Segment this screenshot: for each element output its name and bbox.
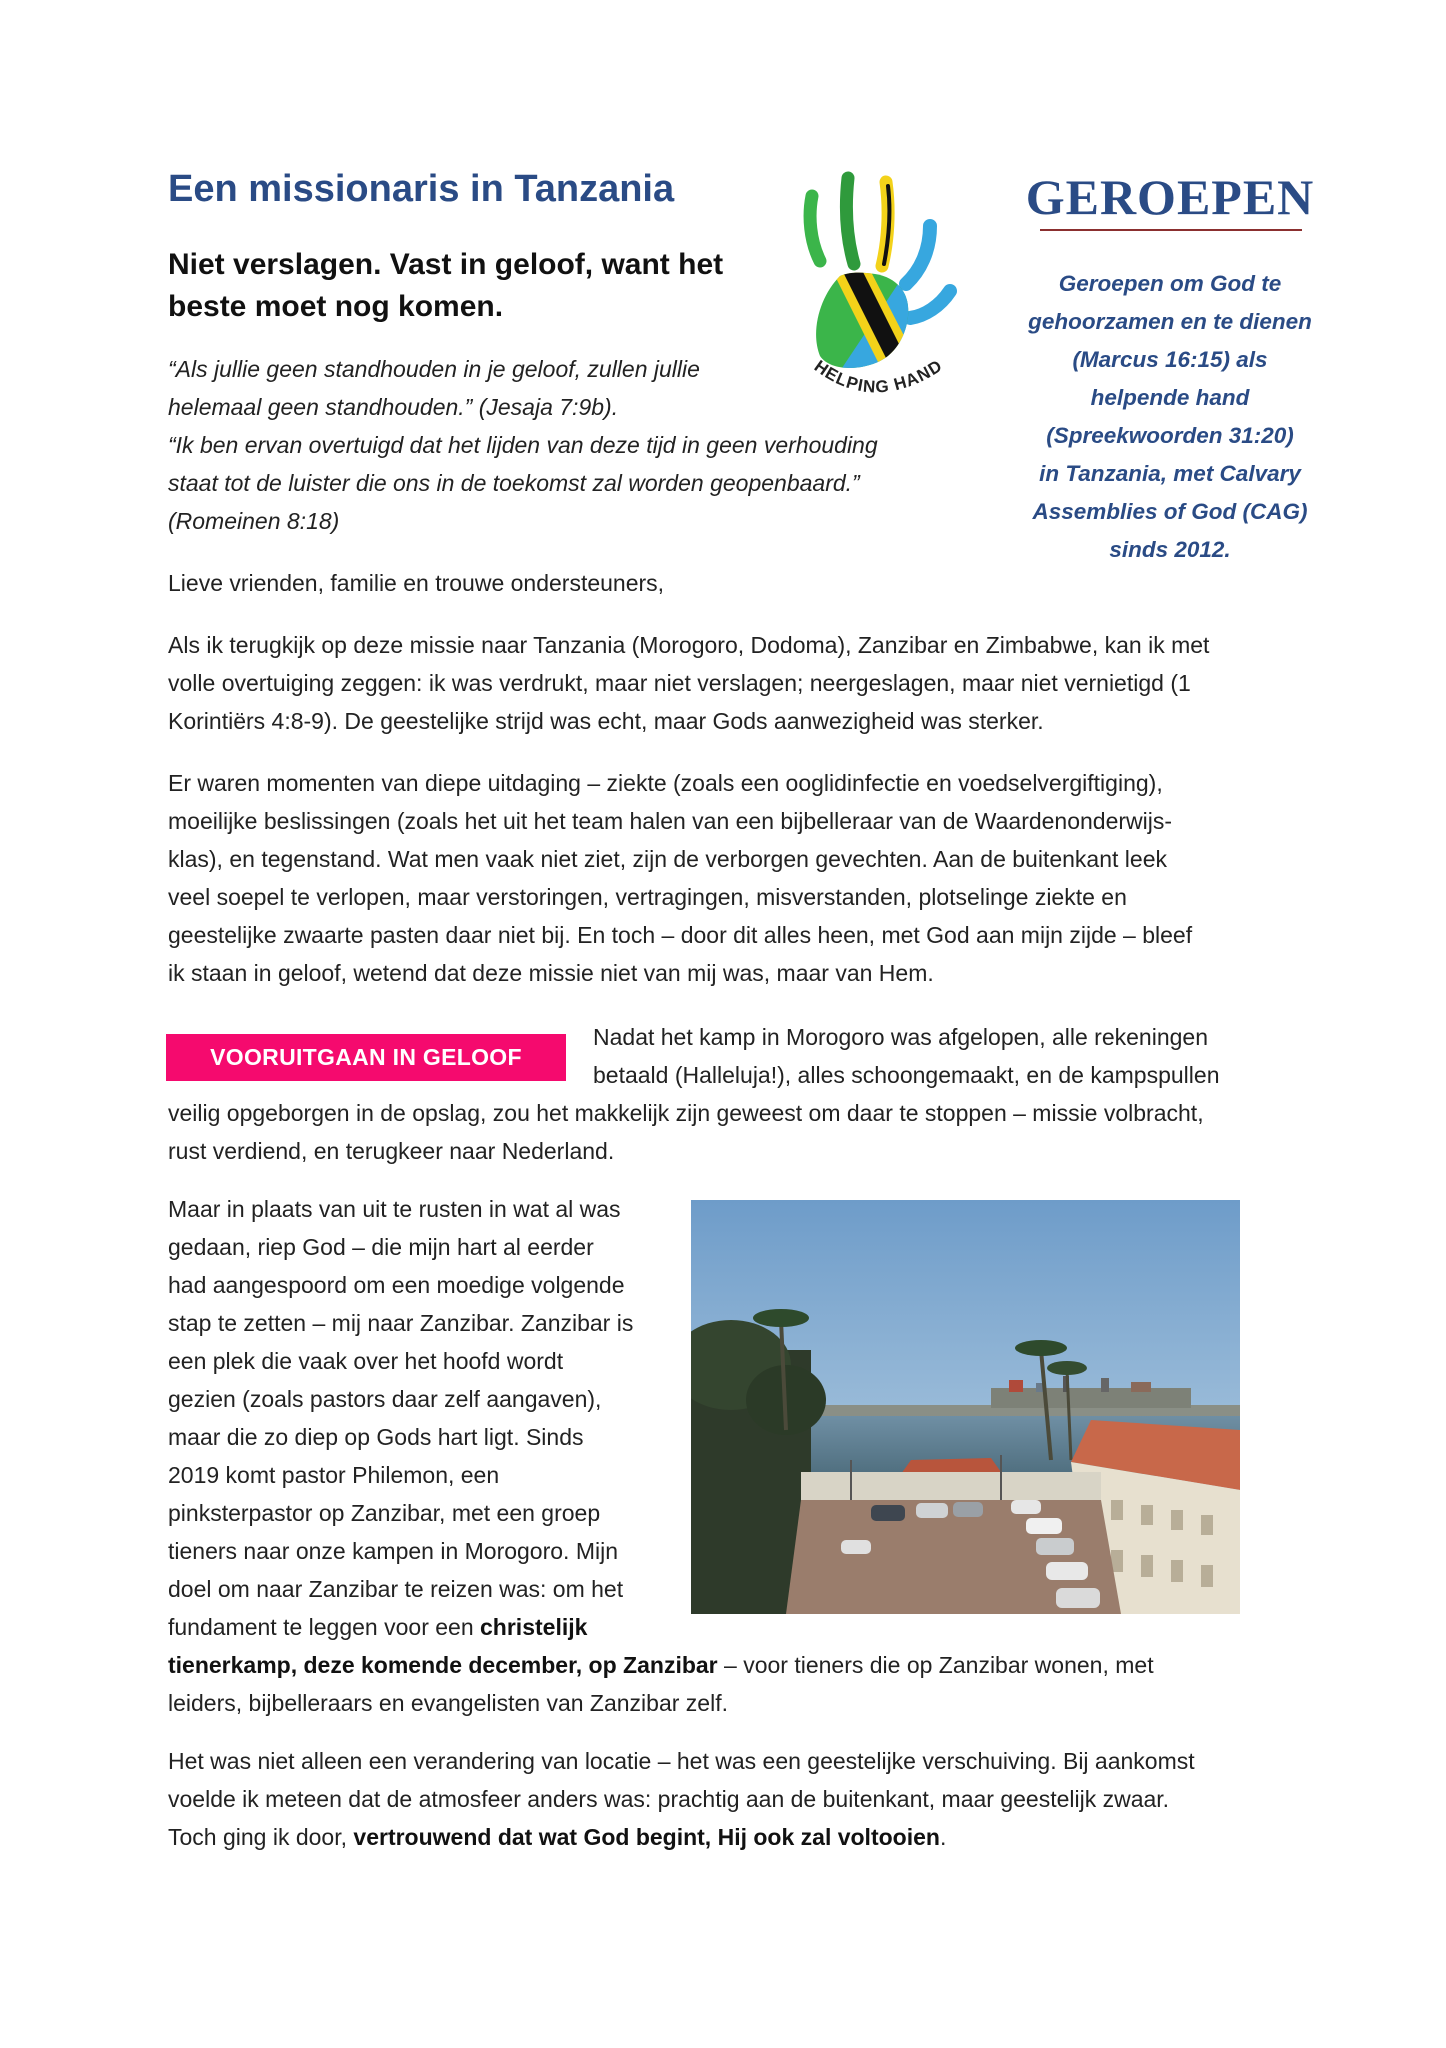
paragraph-line: veel soepel te verlopen, maar verstoringen, vertragingen, misverstanden, plotselinge ziekte en — [168, 884, 1127, 910]
quote-line: staat tot de luister die ons in de toekomst zal worden geopenbaard.” — [168, 470, 860, 496]
bold-text: christelijk — [480, 1614, 588, 1640]
page-subtitle: Niet verslagen. Vast in geloof, want het beste moet nog komen. — [168, 248, 724, 323]
text-run: fundament te leggen voor een — [168, 1614, 481, 1640]
sidebar-statement — [1020, 265, 1320, 569]
paragraph-line: gedaan, riep God – die mijn hart al eerder — [168, 1234, 594, 1260]
bold-text: vertrouwend dat wat God begint, Hij ook zal voltooien — [353, 1824, 940, 1850]
paragraph-line: gezien (zoals pastors daar zelf aangaven), — [168, 1386, 602, 1412]
paragraph-line — [168, 1646, 1288, 1684]
paragraph-line: veilig opgeborgen in de opslag, zou het makkelijk zijn geweest om daar te stoppen – missie volbracht, — [168, 1100, 1204, 1126]
sidebar-line: helpende hand — [1090, 385, 1250, 410]
paragraph-line: Het was niet alleen een verandering van locatie – het was een geestelijke verschuiving. Bij aankomst — [168, 1748, 1195, 1774]
quote-line: helemaal geen standhouden.” (Jesaja 7:9b). — [168, 394, 619, 420]
paragraph-line: Er waren momenten van diepe uitdaging – ziekte (zoals een ooglidinfectie en voedselvergiftiging), — [168, 770, 1163, 796]
paragraph-line: volle overtuiging zeggen: ik was verdrukt, maar niet verslagen; neergeslagen, maar niet vernietigd (1 — [168, 670, 1191, 696]
sidebar-line: Assemblies of God (CAG) — [1032, 499, 1308, 524]
paragraph-line: Korintiërs 4:8-9). De geestelijke strijd was echt, maar Gods aanwezigheid was sterker. — [168, 708, 1044, 734]
paragraph-line: had aangespoord om een moedige volgende — [168, 1272, 625, 1298]
logo-text: HELPING HAND — [810, 355, 947, 397]
paragraph-line: leiders, bijbelleraars en evangelisten van Zanzibar zelf. — [168, 1690, 728, 1716]
quote-line: “Ik ben ervan overtuigd dat het lijden van deze tijd in geen verhouding — [168, 432, 878, 458]
paragraph — [168, 764, 1288, 992]
paragraph-line: tieners naar onze kampen in Morogoro. Mijn — [168, 1538, 619, 1564]
sidebar-line: (Marcus 16:15) als — [1072, 347, 1268, 372]
paragraph — [168, 1742, 1288, 1856]
paragraph-line: klas), en tegenstand. Wat men vaak niet ziet, zijn de verborgen gevechten. Aan de buitenkant leek — [168, 846, 1167, 872]
paragraph-line: ik staan in geloof, wetend dat deze missie niet van mij was, maar van Hem. — [168, 960, 934, 986]
sidebar-line: gehoorzamen en te dienen — [1028, 309, 1312, 334]
section-badge: VOORUITGAAN IN GELOOF — [166, 1034, 566, 1081]
text-run: . — [939, 1824, 947, 1850]
text-run: Toch ging ik door, — [168, 1824, 354, 1850]
paragraph-line: stap te zetten – mij naar Zanzibar. Zanzibar is — [168, 1310, 634, 1336]
paragraph-line: doel om naar Zanzibar te reizen was: om het — [168, 1576, 624, 1602]
paragraph-line: Nadat het kamp in Morogoro was afgelopen, alle rekeningen — [593, 1024, 1208, 1050]
paragraph-line: geestelijke zwaarte pasten daar niet bij. En toch – door dit alles heen, met God aan mijn zijde – bleef — [168, 922, 1193, 948]
sidebar-line: Geroepen om God te — [1058, 271, 1282, 296]
paragraph — [168, 1018, 1288, 1170]
paragraph-line: rust verdiend, en terugkeer naar Nederland. — [168, 1138, 615, 1164]
brand-divider — [1040, 229, 1302, 231]
quote-line: “Als jullie geen standhouden in je geloof, zullen jullie — [168, 356, 700, 382]
harbor-photo-image — [691, 1200, 1240, 1614]
quote-line: (Romeinen 8:18) — [168, 508, 340, 534]
page-title: Een missionaris in Tanzania — [168, 168, 675, 210]
sidebar-line: (Spreekwoorden 31:20) — [1046, 423, 1294, 448]
brand-title: GEROEPEN — [1025, 169, 1315, 225]
paragraph — [168, 626, 1288, 740]
bold-text: tienerkamp, deze komende december, op Zanzibar — [168, 1652, 718, 1678]
text-run: – voor tieners die op Zanzibar wonen, met — [717, 1652, 1154, 1678]
paragraph-line: een plek die vaak over het hoofd wordt — [168, 1348, 564, 1374]
paragraph-line: moeilijke beslissingen (zoals het uit het team halen van een bijbelleraar van de Waardenonderwijs- — [168, 808, 1173, 834]
paragraph-line: betaald (Halleluja!), alles schoongemaakt, en de kampspullen — [593, 1062, 1220, 1088]
sidebar-line: in Tanzania, met Calvary — [1039, 461, 1301, 486]
paragraph-line: 2019 komt pastor Philemon, een — [168, 1462, 500, 1488]
paragraph-line: voelde ik meteen dat de atmosfeer anders was: prachtig aan de buitenkant, maar geestelijk zwaar. — [168, 1786, 1170, 1812]
helping-hand-logo — [790, 166, 960, 406]
sidebar-line: sinds 2012. — [1109, 537, 1231, 562]
zanzibar-photo — [691, 1200, 1240, 1614]
hand-print-icon — [790, 166, 960, 406]
paragraph-line: pinksterpastor op Zanzibar, met een groep — [168, 1500, 601, 1526]
paragraph-line: Als ik terugkijk op deze missie naar Tanzania (Morogoro, Dodoma), Zanzibar en Zimbabwe, kan ik met — [168, 632, 1210, 658]
paragraph-line — [168, 1818, 1288, 1856]
greeting: Lieve vrienden, familie en trouwe ondersteuners, — [168, 570, 665, 596]
paragraph-line: Maar in plaats van uit te rusten in wat al was — [168, 1196, 621, 1222]
paragraph-line: maar die zo diep op Gods hart ligt. Sinds — [168, 1424, 584, 1450]
